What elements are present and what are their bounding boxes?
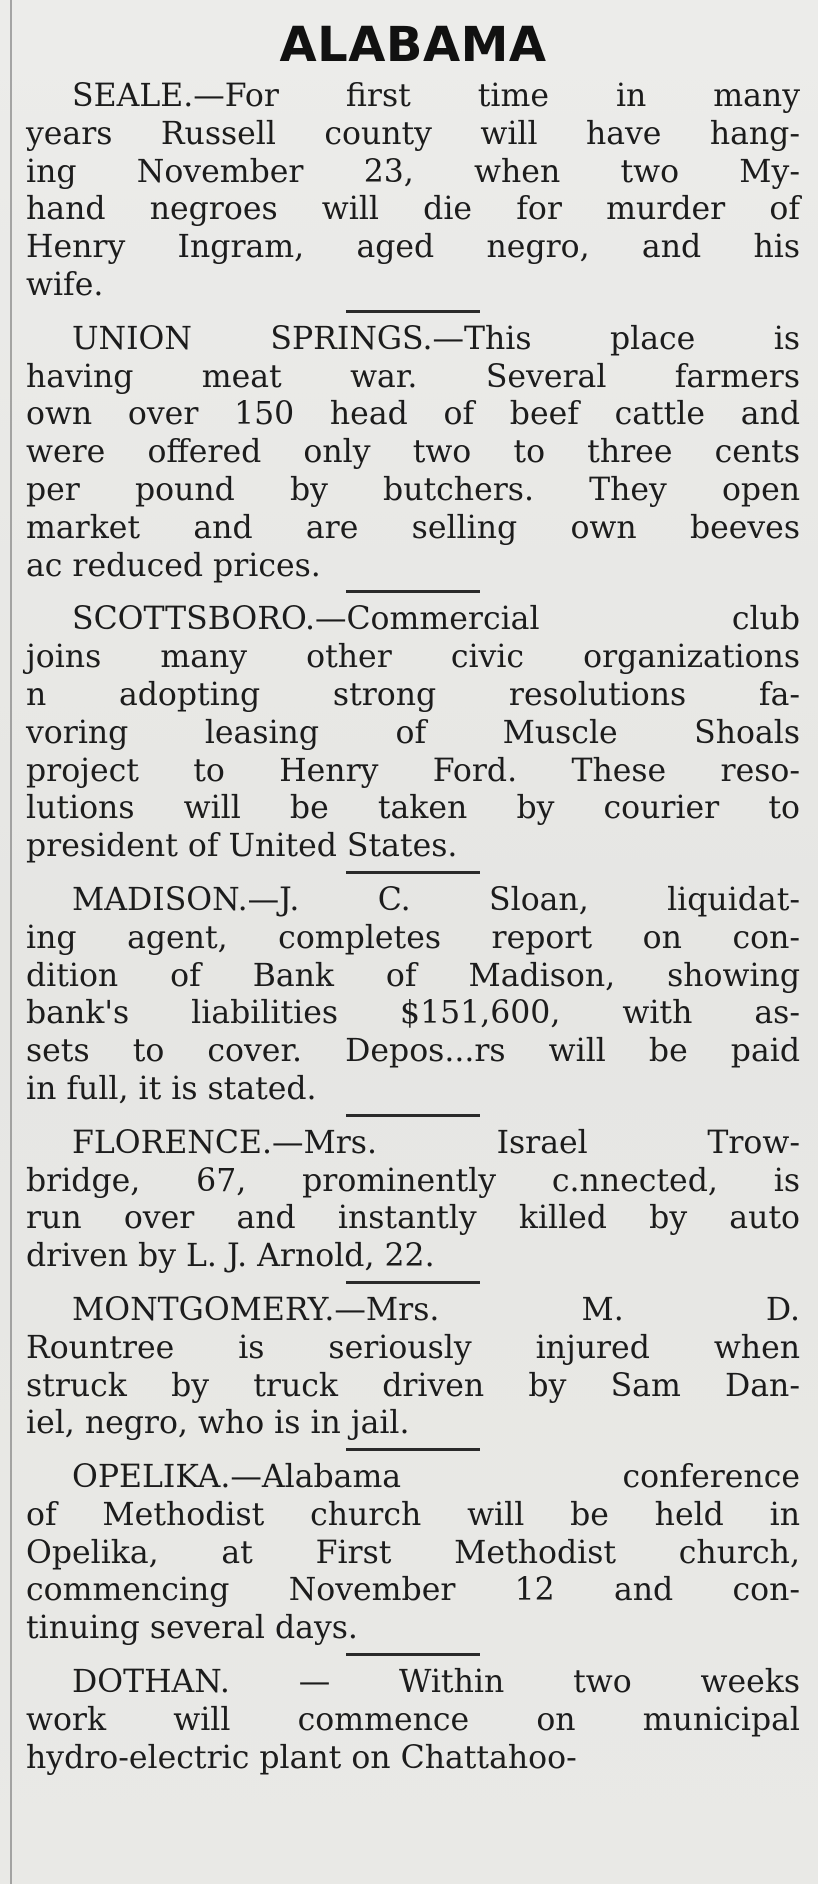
item-divider — [346, 310, 480, 313]
news-item-line: own over 150 head of beef cattle and — [26, 396, 800, 433]
news-item-line: project to Henry Ford. These reso- — [26, 752, 800, 789]
section-headline: ALABAMA — [279, 17, 547, 73]
news-item-line: ing agent, completes report on con- — [26, 919, 800, 956]
news-item-line: in full, it is stated. — [26, 1070, 317, 1107]
news-item-line: Henry Ingram, aged negro, and his — [26, 229, 800, 266]
news-item-line: commencing November 12 and con- — [26, 1572, 800, 1609]
column-rule — [10, 0, 12, 1884]
news-item-line: SEALE.—For first time in many — [72, 78, 800, 114]
item-divider — [346, 1114, 480, 1117]
news-item-line: bridge, 67, prominently c.nnected, is — [26, 1162, 800, 1199]
news-column — [26, 14, 800, 1777]
news-item-line: Opelika, at First Methodist church, — [26, 1534, 800, 1571]
news-item-line: lutions will be taken by courier to — [26, 790, 800, 827]
item-divider — [346, 871, 480, 874]
news-item-line: struck by truck driven by Sam Dan- — [26, 1367, 800, 1404]
news-item-line: hydro-electric plant on Chattahoo- — [26, 1739, 577, 1776]
news-item-line: Rountree is seriously injured when — [26, 1329, 800, 1366]
news-item-line: per pound by butchers. They open — [26, 471, 800, 508]
news-item-line: SCOTTSBORO.—Commercial club — [72, 601, 800, 638]
news-item-line: president of United States. — [26, 828, 458, 865]
news-item-line: hand negroes will die for murder of — [26, 191, 800, 228]
news-item-line: having meat war. Several farmers — [26, 358, 800, 395]
news-item-line: market and are selling own beeves — [26, 509, 800, 546]
news-item-line: bank's liabilities $151,600, with as- — [26, 995, 800, 1032]
item-divider — [346, 1281, 480, 1284]
news-item — [26, 1292, 800, 1443]
news-item-line: run over and instantly killed by auto — [26, 1200, 800, 1237]
news-item-line: years Russell county will have hang- — [26, 115, 800, 152]
news-item-line: dition of Bank of Madison, showing — [26, 957, 800, 994]
news-item-line: of Methodist church will be held in — [26, 1496, 800, 1533]
news-item-line: UNION SPRINGS.—This place is — [72, 320, 800, 357]
news-item — [26, 601, 800, 866]
news-item-line: iel, negro, who is in jail. — [26, 1405, 410, 1442]
news-item-line: work will commence on municipal — [26, 1701, 800, 1738]
news-item — [26, 1664, 800, 1777]
news-items — [26, 78, 800, 1777]
news-item-line: ing November 23, when two My- — [26, 153, 800, 190]
item-divider — [346, 590, 480, 593]
news-item-line: joins many other civic organizations — [26, 639, 800, 676]
news-item — [26, 321, 800, 586]
news-item — [26, 882, 800, 1109]
news-item-line: ac reduced prices. — [26, 547, 321, 584]
news-item-line: DOTHAN. — Within two weeks — [72, 1664, 800, 1701]
news-item-line: wife. — [26, 266, 104, 303]
news-item-line: OPELIKA.—Alabama conference — [72, 1459, 800, 1496]
item-divider — [346, 1448, 480, 1451]
item-divider — [346, 1653, 480, 1656]
news-item-line: voring leasing of Muscle Shoals — [26, 714, 800, 751]
news-item-line: were offered only two to three cents — [26, 434, 800, 471]
news-item-line: sets to cover. Depos...rs will be paid — [26, 1033, 800, 1070]
news-item-line: FLORENCE.—Mrs. Israel Trow- — [72, 1124, 800, 1161]
news-item — [26, 1125, 800, 1276]
news-item-line: MADISON.—J. C. Sloan, liquidat- — [72, 881, 800, 918]
news-item-line: n adopting strong resolutions fa- — [26, 676, 800, 713]
news-item — [26, 1459, 800, 1648]
news-item-line: driven by L. J. Arnold, 22. — [26, 1238, 435, 1275]
news-item-line: tinuing several days. — [26, 1610, 358, 1647]
news-item — [26, 78, 800, 305]
news-item-line: MONTGOMERY.—Mrs. M. D. — [72, 1291, 800, 1328]
